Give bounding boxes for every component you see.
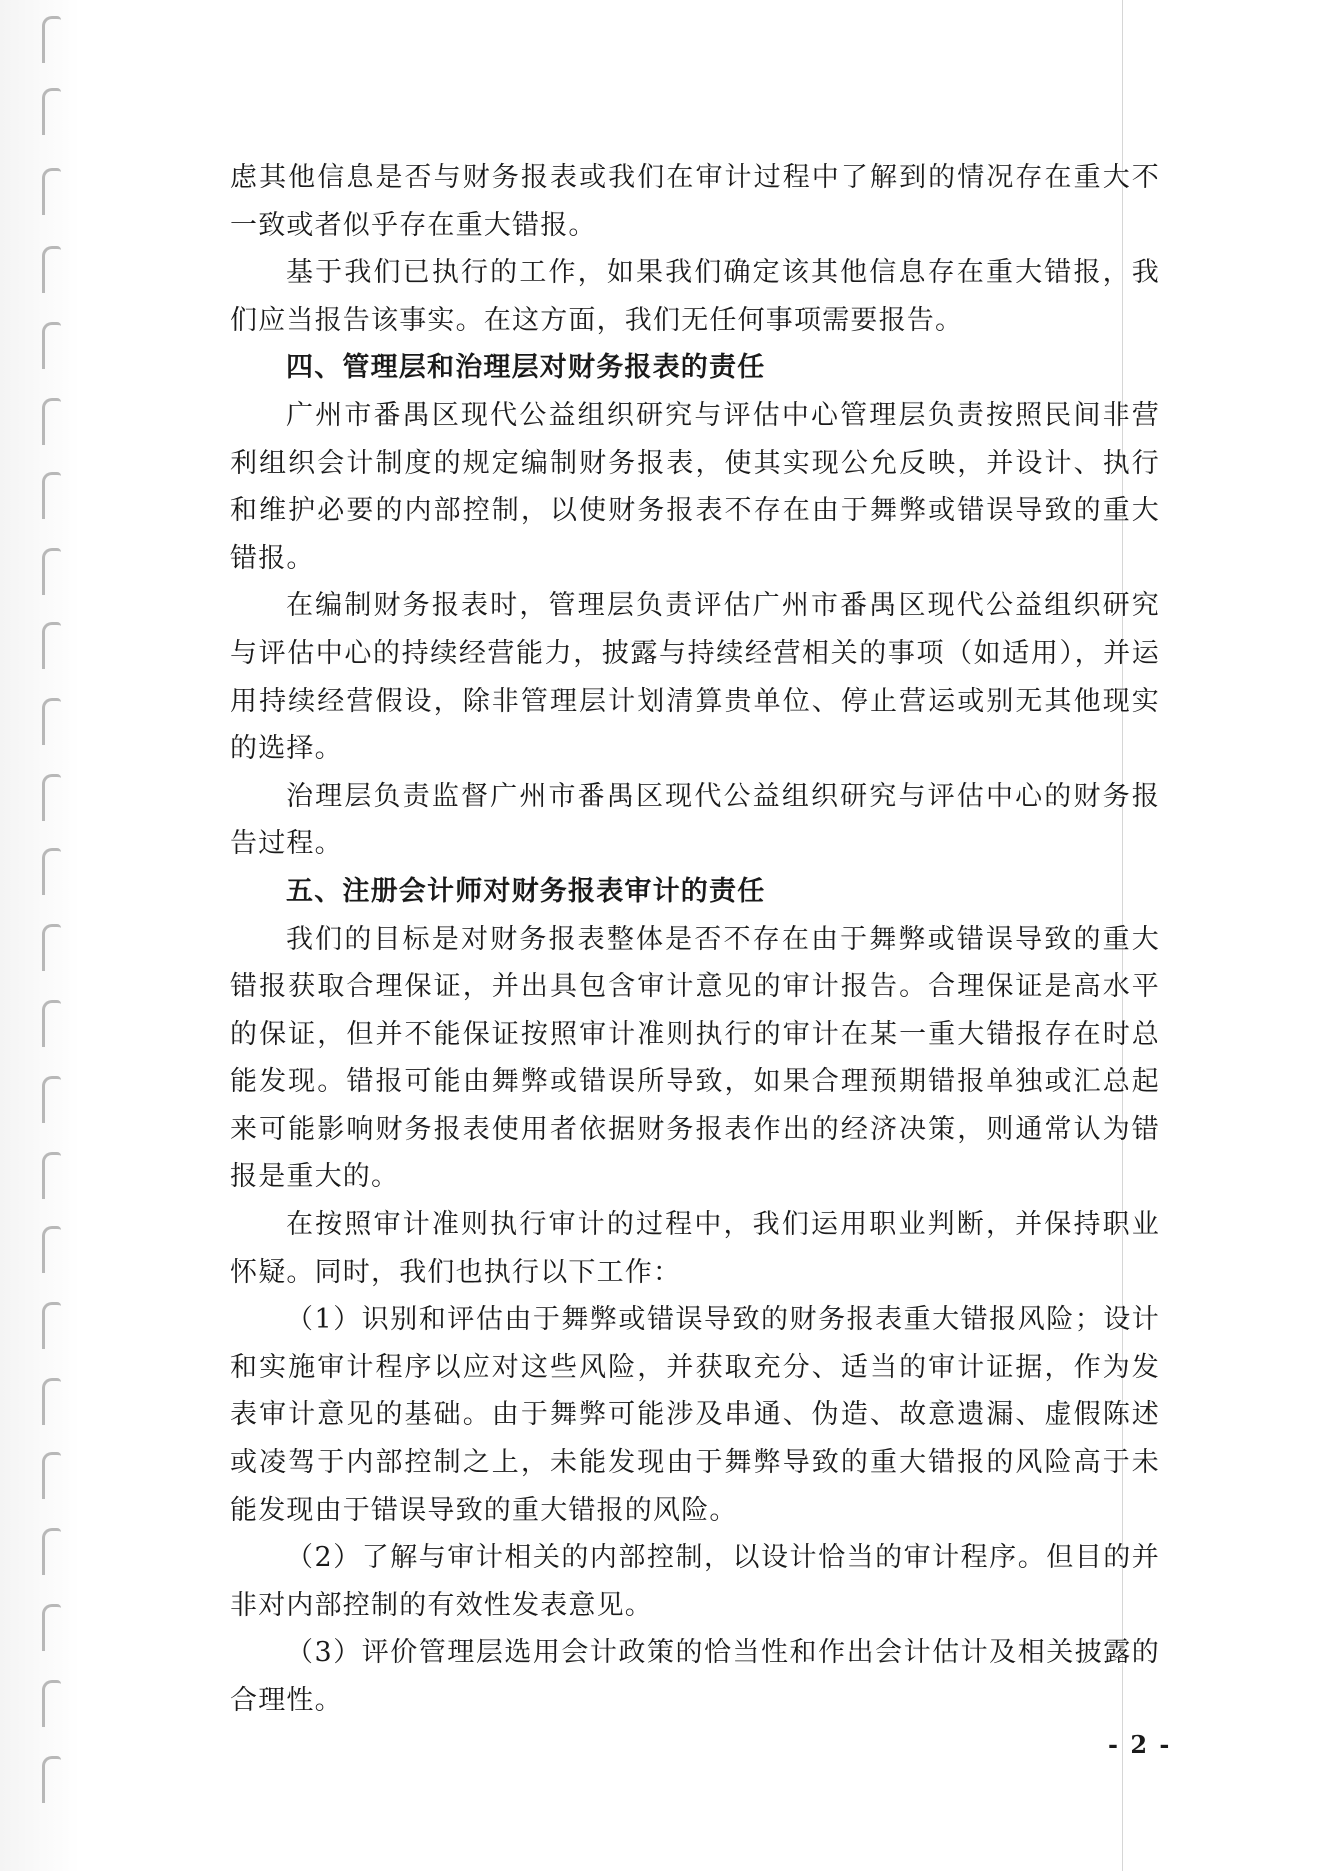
paragraph-professional-judgment: 在按照审计准则执行审计的过程中，我们运用职业判断，并保持职业怀疑。同时，我们也执行以下工作： <box>230 1209 1160 1288</box>
binding-hole-mark <box>42 774 61 821</box>
binding-hole-mark <box>42 1452 61 1499</box>
binding-hole-mark <box>42 1302 61 1349</box>
binding-hole-mark <box>42 1680 61 1727</box>
paragraph-continuation: 虑其他信息是否与财务报表或我们在审计过程中了解到的情况存在重大不一致或者似乎存在重大错报。 <box>230 162 1160 241</box>
binding-hole-mark <box>42 88 61 135</box>
binding-hole-mark <box>42 1378 61 1425</box>
document-body <box>230 154 1160 1725</box>
section-heading-management-responsibility: 四、管理层和治理层对财务报表的责任 <box>286 352 766 384</box>
binding-hole-mark <box>42 1000 61 1047</box>
section-heading-auditor-responsibility: 五、注册会计师对财务报表审计的责任 <box>286 875 766 907</box>
binding-hole-mark <box>42 924 61 971</box>
binding-hole-mark <box>42 548 61 595</box>
binding-hole-mark <box>42 1226 61 1273</box>
binding-hole-mark <box>42 16 61 63</box>
paragraph-governance-oversight: 治理层负责监督广州市番禺区现代公益组织研究与评估中心的财务报告过程。 <box>230 780 1160 860</box>
binding-hole-mark <box>42 246 61 293</box>
binding-hole-mark <box>42 472 61 519</box>
binding-hole-mark <box>42 622 61 669</box>
binding-hole-mark <box>42 1604 61 1651</box>
paragraph-going-concern: 在编制财务报表时，管理层负责评估广州市番禺区现代公益组织研究与评估中心的持续经营能力，披露与持续经营相关的事项（如适用），并运用持续经营假设，除非管理层计划清算贵单位、停止营运或别无其他现实的选择。 <box>230 590 1160 765</box>
binding-hole-mark <box>42 398 61 445</box>
binding-hole-mark <box>42 1152 61 1199</box>
page-number: - 2 - <box>1108 1730 1172 1759</box>
paragraph-item-2: （2）了解与审计相关的内部控制，以设计恰当的审计程序。但目的并非对内部控制的有效性发表意见。 <box>230 1542 1160 1621</box>
paragraph-item-3: （3）评价管理层选用会计政策的恰当性和作出会计估计及相关披露的合理性。 <box>230 1637 1160 1716</box>
paragraph-management-preparation: 广州市番禺区现代公益组织研究与评估中心管理层负责按照民间非营利组织会计制度的规定编制财务报表，使其实现公允反映，并设计、执行和维护必要的内部控制，以使财务报表不存在由于舞弊或错误导致的重大错报。 <box>230 399 1160 574</box>
binding-hole-mark <box>42 322 61 369</box>
binding-hole-mark <box>42 1076 61 1123</box>
paragraph-audit-objective: 我们的目标是对财务报表整体是否不存在由于舞弊或错误导致的重大错报获取合理保证，并出具包含审计意见的审计报告。合理保证是高水平的保证，但并不能保证按照审计准则执行的审计在某一重大错报存在时总能发现。错报可能由舞弊或错误所导致，如果合理预期错报单独或汇总起来可能影响财务报表使用者依据财务报表作出的经济决策，则通常认为错报是重大的。 <box>230 923 1160 1193</box>
paragraph-other-information: 基于我们已执行的工作，如果我们确定该其他信息存在重大错报，我们应当报告该事实。在这方面，我们无任何事项需要报告。 <box>230 257 1160 336</box>
binding-hole-mark <box>42 848 61 895</box>
binding-hole-mark <box>42 1756 61 1803</box>
binding-hole-mark <box>42 698 61 745</box>
paragraph-item-1: （1）识别和评估由于舞弊或错误导致的财务报表重大错报风险；设计和实施审计程序以应对这些风险，并获取充分、适当的审计证据，作为发表审计意见的基础。由于舞弊可能涉及串通、伪造、故意遗漏、虚假陈述或凌驾于内部控制之上，未能发现由于舞弊导致的重大错报的风险高于未能发现由于错误导致的重大错报的风险。 <box>230 1304 1160 1526</box>
binding-hole-mark <box>42 1528 61 1575</box>
binding-hole-mark <box>42 168 61 215</box>
binding-margin <box>0 0 80 1871</box>
